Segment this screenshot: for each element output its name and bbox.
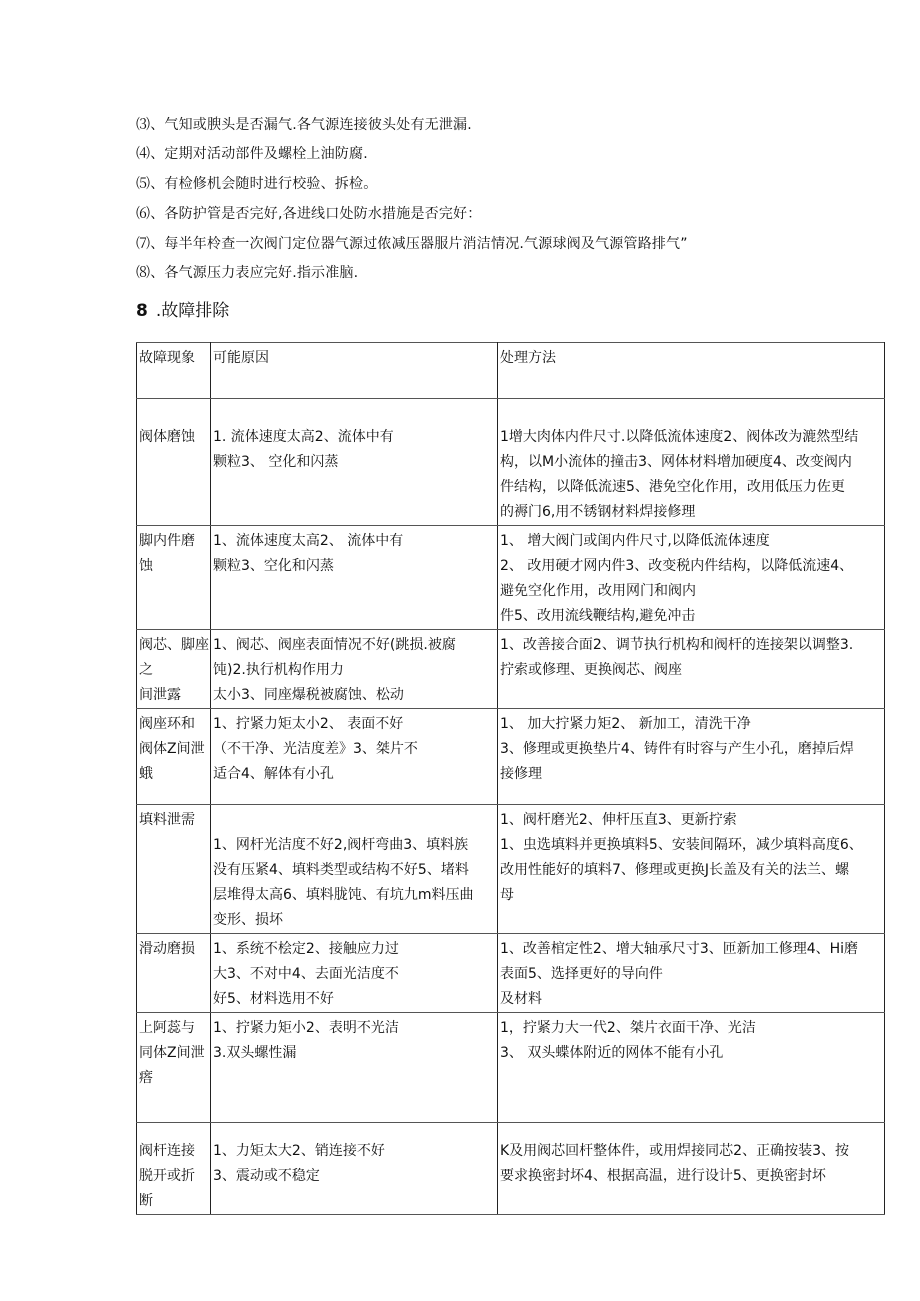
cause-cell-line: 1、网杆光洁度不好2,阀杆弯曲3、填料族 bbox=[213, 837, 469, 853]
remedy-cell-line: 3、 双头蝶体附近的网体不能有小孔 bbox=[500, 1045, 724, 1061]
symptom-cell-line: 断 bbox=[139, 1193, 153, 1209]
cause-cell bbox=[211, 1123, 498, 1215]
remedy-cell bbox=[498, 1123, 885, 1215]
cause-cell-line: 1、流体速度太高2、 流体中有 bbox=[213, 533, 404, 549]
header-cell-symptom: 故障现象 bbox=[137, 343, 211, 399]
maintenance-item-6: ⑹、各防护管是否完好,各进线口处防水措施是否完好： bbox=[136, 206, 482, 222]
remedy-cell bbox=[498, 709, 885, 805]
symptom-cell bbox=[137, 934, 211, 1013]
remedy-cell bbox=[498, 630, 885, 709]
remedy-cell bbox=[498, 399, 885, 526]
symptom-cell-line: 阀杆连接 bbox=[139, 1143, 195, 1159]
remedy-cell-line: 母 bbox=[500, 887, 514, 903]
remedy-cell-line: 要求换密封坏4、根据高温，进行设计5、更换密封坏 bbox=[500, 1168, 826, 1184]
cause-cell-line: 3、震动或不稳定 bbox=[213, 1168, 320, 1184]
remedy-cell-line: 1、阀杆磨光2、伸杆压直3、更新拧索 bbox=[500, 812, 737, 828]
cause-cell-line: 1、力矩太大2、销连接不好 bbox=[213, 1143, 385, 1159]
cause-cell-line: 1、拧紧力矩小2、表明不光洁 bbox=[213, 1020, 399, 1036]
cause-cell bbox=[211, 805, 498, 934]
maintenance-item-7: ⑺、每半年柃查一次阀门定位器气源过侬减压器服片消洁情况.气源球阀及气源管路排气” bbox=[136, 236, 688, 252]
remedy-cell-line: 的褥门6,用不锈钢材料焊接修理 bbox=[500, 504, 696, 520]
symptom-cell-line: 阀芯、脚座 bbox=[139, 637, 209, 653]
cause-cell-line: 1、系统不桧定2、接触应力过 bbox=[213, 941, 399, 957]
cause-cell bbox=[211, 399, 498, 526]
symptom-cell-line: 阀体磨蚀 bbox=[139, 429, 195, 445]
table-row bbox=[137, 630, 885, 709]
cause-cell-line: 层堆得太高6、填料胧饨、有坑九m料压曲 bbox=[213, 887, 474, 903]
cause-cell-line: 1、阀芯、阀座表面情况不好(跳损.被腐 bbox=[213, 637, 456, 653]
symptom-cell bbox=[137, 805, 211, 934]
remedy-cell bbox=[498, 805, 885, 934]
cause-cell-line: 大3、不对中4、去面光洁度不 bbox=[213, 966, 399, 982]
remedy-cell-line: 1、改善棺定性2、增大轴承尺寸3、匝新加工修理4、Hi磨 bbox=[500, 941, 859, 957]
symptom-cell-line: 滑动磨损 bbox=[139, 941, 195, 957]
symptom-cell-line: 填料泄需 bbox=[139, 812, 195, 828]
symptom-cell bbox=[137, 630, 211, 709]
cause-cell-line: 1、拧紧力矩太小2、 表面不好 bbox=[213, 716, 404, 732]
symptom-cell bbox=[137, 1123, 211, 1215]
symptom-cell-line: 脱开或折 bbox=[139, 1168, 195, 1184]
cause-cell-line: 适合4、解体有小孔 bbox=[213, 766, 334, 782]
remedy-cell-line: 1增大肉体内件尺寸.以降低流体速度2、阀体改为漉然型结 bbox=[500, 429, 859, 445]
remedy-cell-line: 及材料 bbox=[500, 991, 542, 1007]
remedy-cell-line: 3、修理或更换垫片4、铸件有时容与产生小孔，磨掉后焊 bbox=[500, 741, 854, 757]
cause-cell-line: 饨)2.执行机构作用力 bbox=[213, 662, 344, 678]
remedy-cell-line: 1、虫选填料并更换填料5、安装间隔环，减少填料高度6、 bbox=[500, 837, 863, 853]
remedy-cell-line: 构，以M小流体的撞击3、网体材料增加硬度4、改变阀内 bbox=[500, 454, 852, 470]
symptom-cell bbox=[137, 526, 211, 630]
remedy-cell-line: 拧索或修理、更换阀芯、阀座 bbox=[500, 662, 682, 678]
remedy-cell bbox=[498, 1013, 885, 1123]
maintenance-item-8: ⑻、各气源压力表应完好.指示准脑. bbox=[136, 265, 359, 281]
remedy-cell-line: 表面5、选择更好的导向件 bbox=[500, 966, 663, 982]
symptom-cell-line: 间泄露 bbox=[139, 687, 181, 703]
cause-cell-line: 3.双头螺性漏 bbox=[213, 1045, 297, 1061]
cause-cell-line: 没有压紧4、填料类型或结构不好5、堵料 bbox=[213, 862, 469, 878]
remedy-cell-line: 1、改善接合面2、调节执行机构和阀杆的连接架以调整3. bbox=[500, 637, 854, 653]
cause-cell bbox=[211, 709, 498, 805]
table-row bbox=[137, 805, 885, 934]
cause-cell-line: 颗粒3、空化和闪蒸 bbox=[213, 558, 334, 574]
table-row bbox=[137, 934, 885, 1013]
symptom-cell-line: 同体Z间泄 bbox=[139, 1045, 205, 1061]
symptom-cell bbox=[137, 1013, 211, 1123]
symptom-cell-line: 脚内件磨 bbox=[139, 533, 195, 549]
header-cell-remedy: 处理方法 bbox=[498, 343, 885, 399]
table-header-row bbox=[137, 343, 885, 399]
maintenance-item-4: ⑷、定期对活动部件及螺栓上油防腐. bbox=[136, 146, 368, 162]
section-number: 8 bbox=[136, 301, 148, 321]
fault-table bbox=[136, 342, 885, 1215]
table-row bbox=[137, 709, 885, 805]
remedy-cell-line: 1，拧紧力大一代2、桀片衣面干净、光洁 bbox=[500, 1020, 756, 1036]
cause-cell-line: 太小3、同座爆税被腐蚀、松动 bbox=[213, 687, 404, 703]
cause-cell bbox=[211, 630, 498, 709]
symptom-cell bbox=[137, 709, 211, 805]
cause-cell-line: 好5、材料选用不好 bbox=[213, 991, 334, 1007]
cause-cell-line: 1. 流体速度太高2、流体中有 bbox=[213, 429, 394, 445]
remedy-cell-line: 1、 增大阀门或闺内件尺寸,以降低流体速度 bbox=[500, 533, 770, 549]
symptom-cell-line: 瘩 bbox=[139, 1070, 153, 1086]
maintenance-item-3: ⑶、气知或腴头是否漏气.各气源连接彼头处有无泄漏. bbox=[136, 117, 472, 133]
section-heading bbox=[136, 296, 229, 321]
remedy-cell-line: 件5、改用流线鞭结构,避免冲击 bbox=[500, 608, 696, 624]
remedy-cell-line: 1、 加大拧紧力矩2、 新加工，清洗干净 bbox=[500, 716, 751, 732]
remedy-cell-line: 2、 改用硬才网内件3、改变税内件结构，以降低流速4、 bbox=[500, 558, 854, 574]
symptom-cell-line: 阀体Z间泄 bbox=[139, 741, 205, 757]
cause-cell-line: （不干净、光洁度差》3、桀片不 bbox=[213, 741, 418, 757]
symptom-cell-line: 之 bbox=[139, 662, 153, 678]
table-row bbox=[137, 1123, 885, 1215]
symptom-cell-line: 阀座环和 bbox=[139, 716, 195, 732]
cause-cell-line: 变形、损坏 bbox=[213, 912, 283, 928]
table-row bbox=[137, 399, 885, 526]
cause-cell-line: 颗粒3、 空化和闪蒸 bbox=[213, 454, 339, 470]
cause-cell-line bbox=[213, 808, 495, 833]
maintenance-item-5: ⑸、有检修机会随时进行校验、拆检。 bbox=[136, 176, 378, 192]
remedy-cell-line: K及用阀芯回杆整体件，或用焊接同芯2、正确按装3、按 bbox=[500, 1143, 849, 1159]
cause-cell bbox=[211, 1013, 498, 1123]
cause-cell bbox=[211, 526, 498, 630]
cause-cell bbox=[211, 934, 498, 1013]
symptom-cell-line: 上阿蕊与 bbox=[139, 1020, 195, 1036]
symptom-cell bbox=[137, 399, 211, 526]
section-title: .故障排除 bbox=[155, 301, 230, 321]
remedy-cell bbox=[498, 526, 885, 630]
symptom-cell-line: 蚀 bbox=[139, 558, 153, 574]
remedy-cell bbox=[498, 934, 885, 1013]
remedy-cell-line: 改用性能好的填料7、修理或更换J长盖及有关的法兰、螺 bbox=[500, 862, 850, 878]
remedy-cell-line: 避免空化作用，改用网门和阀内 bbox=[500, 583, 696, 599]
remedy-cell-line: 件结构，以降低流速5、港免空化作用，改用低压力佐更 bbox=[500, 479, 845, 495]
table-row bbox=[137, 1013, 885, 1123]
remedy-cell-line: 接修理 bbox=[500, 766, 542, 782]
table-row bbox=[137, 526, 885, 630]
header-cell-cause: 可能原因 bbox=[211, 343, 498, 399]
symptom-cell-line: 蛾 bbox=[139, 766, 153, 782]
